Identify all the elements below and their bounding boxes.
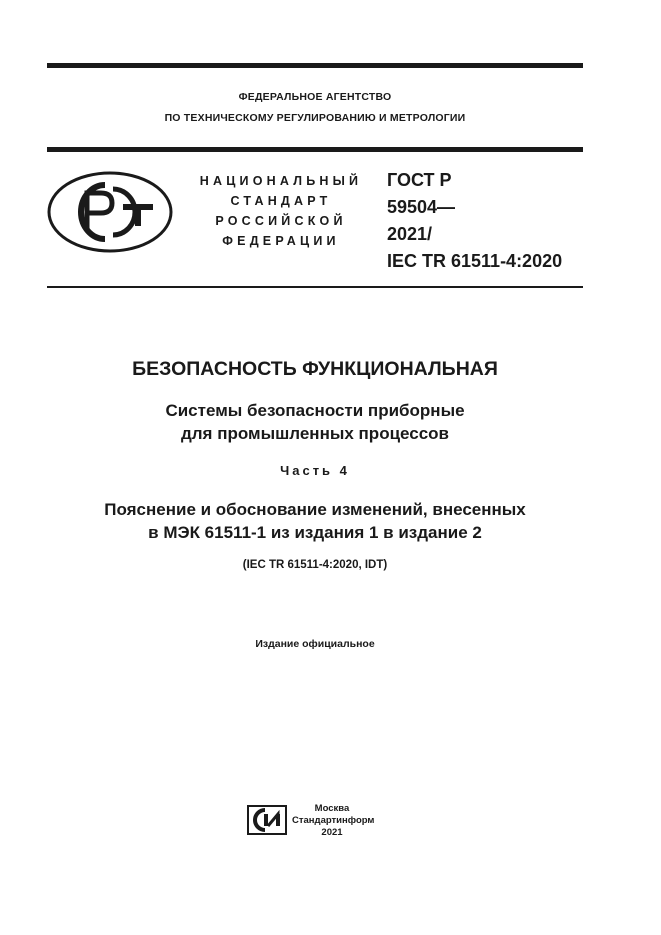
national-line-4: ФЕДЕРАЦИИ (222, 234, 340, 248)
document-subtitle (47, 399, 583, 445)
designation-line-3: 2021/ (387, 224, 433, 244)
publisher-name: Стандартинформ (292, 815, 375, 826)
designation-line-2: 59504— (387, 197, 456, 217)
part-title (47, 498, 583, 544)
agency-line-1: ФЕДЕРАЛЬНОЕ АГЕНТСТВО (238, 91, 392, 103)
subtitle-line-2: для промышленных процессов (180, 424, 450, 443)
designation-line-4: IEC TR 61511-4:2020 (387, 251, 563, 271)
standard-designation (387, 167, 583, 275)
idt-reference: (IEC TR 61511-4:2020, IDT) (242, 559, 388, 571)
agency-line-2: ПО ТЕХНИЧЕСКОМУ РЕГУЛИРОВАНИЮ И МЕТРОЛОГИИ (164, 112, 466, 124)
subtitle-line-1: Системы безопасности приборные (165, 401, 465, 420)
bottom-rule (47, 286, 583, 288)
publisher-city: Москва (314, 803, 350, 814)
gost-r-logo-icon (47, 171, 173, 253)
national-line-1: НАЦИОНАЛЬНЫЙ (199, 174, 363, 188)
national-line-3: РОССИЙСКОЙ (215, 214, 347, 228)
part-title-line-1: Пояснение и обоснование изменений, внесенных (104, 500, 526, 519)
middle-rule (47, 147, 583, 152)
part-title-line-2: в МЭК 61511-1 из издания 1 в издание 2 (148, 523, 482, 542)
standartinform-logo-icon (247, 805, 287, 835)
designation-line-1: ГОСТ Р (387, 170, 452, 190)
document-title: БЕЗОПАСНОСТЬ ФУНКЦИОНАЛЬНАЯ (132, 358, 498, 380)
edition-label: Издание официальное (255, 638, 375, 650)
publisher-year: 2021 (321, 827, 343, 838)
national-standard-label (183, 171, 379, 251)
national-line-2: СТАНДАРТ (230, 194, 332, 208)
publisher-block (292, 803, 375, 839)
part-label: Часть 4 (280, 463, 350, 478)
top-rule (47, 63, 583, 68)
